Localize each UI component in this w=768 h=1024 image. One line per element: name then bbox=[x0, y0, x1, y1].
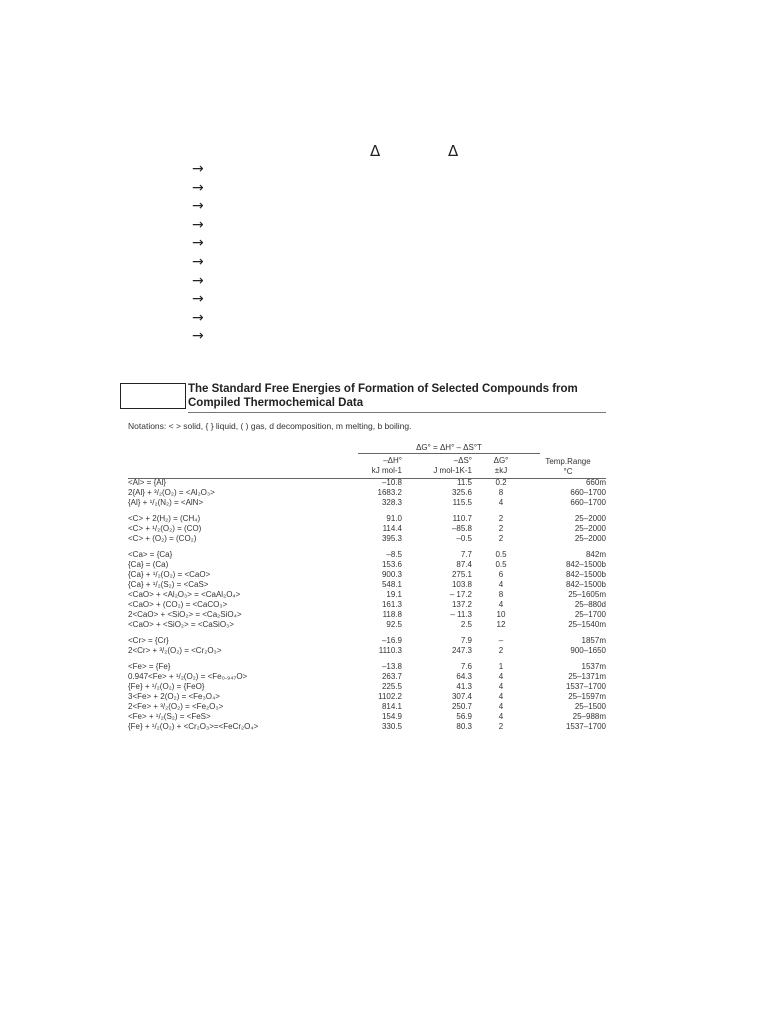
dh-cell: 330.5 bbox=[381, 722, 402, 731]
header-dg-label: ΔG° bbox=[493, 456, 509, 465]
reaction-cell: 2<Cr> + ³/₂(O₂) = <Cr₂O₃> bbox=[128, 646, 222, 655]
dh-cell: 161.3 bbox=[381, 600, 402, 609]
dh-cell: 548.1 bbox=[381, 580, 402, 589]
dg-cell: 4 bbox=[498, 672, 504, 681]
delta-symbol: Δ bbox=[370, 142, 381, 160]
ds-cell: 11.5 bbox=[457, 478, 472, 487]
arrow-icon: → bbox=[192, 328, 204, 345]
ds-cell: 110.7 bbox=[452, 514, 472, 523]
temp-cell: 900–1650 bbox=[570, 646, 606, 655]
dg-cell: 4 bbox=[498, 600, 504, 609]
reaction-cell: 2<Fe> + ³/₂(O₂) = <Fe₂O₃> bbox=[128, 702, 224, 711]
ds-cell: 56.9 bbox=[456, 712, 472, 721]
table-row bbox=[128, 570, 606, 580]
arrow-icon: → bbox=[192, 198, 204, 215]
reaction-cell: <CaO> + <Al₂O₃> = <CaAl₂O₄> bbox=[128, 590, 241, 599]
arrow-icon: → bbox=[192, 216, 204, 233]
reaction-cell: 2{Al} + ³/₂(O₂) = <Al₂O₃> bbox=[128, 488, 215, 497]
table-row bbox=[128, 692, 606, 702]
temp-cell: 25–2000 bbox=[574, 524, 606, 533]
ds-cell: 2.5 bbox=[460, 620, 472, 629]
dg-cell: 8 bbox=[498, 590, 504, 599]
dh-cell: 153.6 bbox=[381, 560, 402, 569]
temp-cell: 660–1700 bbox=[570, 488, 606, 497]
table-row bbox=[128, 702, 606, 712]
reaction-cell: <Cr> = {Cr} bbox=[128, 636, 169, 645]
temp-cell: 25–1540m bbox=[568, 620, 606, 629]
reaction-cell: 3<Fe> + 2(O₂) = <Fe₃O₄> bbox=[128, 692, 220, 701]
dh-cell: –8.5 bbox=[386, 550, 402, 559]
arrow-column bbox=[192, 160, 216, 346]
header-dh-label: –ΔH° bbox=[383, 456, 402, 465]
dg-cell: 2 bbox=[498, 534, 504, 543]
ds-cell: – 17.2 bbox=[449, 590, 472, 599]
dh-cell: 328.3 bbox=[381, 498, 402, 507]
dh-cell: 92.5 bbox=[386, 620, 402, 629]
table-row bbox=[128, 534, 606, 544]
ds-cell: 87.4 bbox=[456, 560, 472, 569]
dg-cell: – bbox=[498, 636, 504, 645]
ds-cell: 7.7 bbox=[460, 550, 472, 559]
arrow-icon: → bbox=[192, 161, 204, 177]
reaction-cell: {Fe} + ¹/₂(O₂) = {FeO} bbox=[128, 682, 205, 691]
temp-cell: 25–880d bbox=[574, 600, 606, 609]
header-group-rule bbox=[358, 453, 540, 454]
reaction-cell: <Al> = {Al} bbox=[128, 478, 167, 487]
table-title: The Standard Free Energies of Formation of Selected Compounds from Compiled Thermochemical Data bbox=[188, 383, 578, 409]
dg-cell: 4 bbox=[498, 692, 504, 701]
dh-cell: –16.9 bbox=[381, 636, 402, 645]
table-row bbox=[128, 488, 606, 498]
dg-cell: 1 bbox=[498, 662, 504, 671]
thermo-table bbox=[128, 441, 606, 768]
dh-cell: 118.8 bbox=[382, 610, 402, 619]
table-row bbox=[128, 600, 606, 610]
dg-cell: 2 bbox=[498, 646, 504, 655]
table-row bbox=[128, 524, 606, 534]
dh-cell: –10.8 bbox=[381, 478, 402, 487]
temp-cell: 25–2000 bbox=[574, 534, 606, 543]
dg-cell: 4 bbox=[498, 498, 504, 507]
temp-cell: 1537–1700 bbox=[565, 722, 606, 731]
temp-cell: 660–1700 bbox=[570, 498, 606, 507]
temp-cell: 25–1605m bbox=[568, 590, 606, 599]
reaction-cell: <Fe> = {Fe} bbox=[128, 662, 171, 671]
header-temp-label: Temp.Range bbox=[545, 457, 591, 466]
temp-cell: 25–1500 bbox=[574, 702, 606, 711]
header-group-label: ΔG° = ΔH° – ΔS°T bbox=[416, 443, 482, 452]
temp-cell: 25–2000 bbox=[574, 514, 606, 523]
ds-cell: 80.3 bbox=[456, 722, 472, 731]
header-ds-label: –ΔS° bbox=[453, 456, 472, 465]
reaction-cell: <Ca> = {Ca} bbox=[128, 550, 173, 559]
dg-cell: 4 bbox=[498, 712, 504, 721]
ds-cell: –0.5 bbox=[456, 534, 472, 543]
dh-cell: 1110.3 bbox=[378, 646, 402, 655]
table-row bbox=[128, 722, 606, 732]
temp-cell: 1857m bbox=[581, 636, 606, 645]
arrow-icon: → bbox=[192, 235, 204, 252]
reaction-cell: 0.947<Fe> + ¹/₂(O₂) = <Fe₀.₉₄₇O> bbox=[128, 672, 248, 681]
dh-cell: 1102.2 bbox=[378, 692, 402, 701]
dg-cell: 12 bbox=[496, 620, 506, 629]
arrow-icon: → bbox=[192, 253, 204, 270]
dh-cell: 814.1 bbox=[381, 702, 402, 711]
temp-cell: 842–1500b bbox=[565, 560, 606, 569]
table-row bbox=[128, 662, 606, 672]
ds-cell: 275.1 bbox=[451, 570, 472, 579]
reaction-cell: {Ca} + ¹/₂(O₂) = <CaO> bbox=[128, 570, 211, 579]
arrow-icon: → bbox=[192, 272, 204, 289]
dh-cell: 154.9 bbox=[381, 712, 402, 721]
reaction-cell: <CaO> + (CO₂) = <CaCO₃> bbox=[128, 600, 228, 609]
table-row bbox=[128, 590, 606, 600]
dh-cell: 91.0 bbox=[386, 514, 402, 523]
temp-cell: 842m bbox=[585, 550, 606, 559]
temp-cell: 25–1700 bbox=[574, 610, 606, 619]
temp-cell: 660m bbox=[585, 478, 606, 487]
dh-cell: 114.4 bbox=[382, 524, 402, 533]
ds-cell: 325.6 bbox=[451, 488, 472, 497]
reaction-cell: {Ca} + ¹/₂(S₂) = <CaS> bbox=[128, 580, 209, 589]
table-row bbox=[128, 712, 606, 722]
reaction-cell: {Fe} + ¹/₂(O₂) + <Cr₂O₃>=<FeCr₂O₄> bbox=[128, 722, 259, 731]
arrow-icon: → bbox=[192, 291, 204, 308]
temp-cell: 25–1597m bbox=[568, 692, 606, 701]
arrow-icon: → bbox=[192, 309, 204, 326]
ds-cell: 7.9 bbox=[460, 636, 472, 645]
temp-cell: 1537m bbox=[581, 662, 606, 671]
table-row bbox=[128, 620, 606, 630]
dh-cell: 19.1 bbox=[386, 590, 402, 599]
reaction-cell: <C> + ¹/₂(O₂) = (CO) bbox=[128, 524, 202, 533]
reaction-cell: 2<CaO> + <SiO₂> = <Ca₂SiO₄> bbox=[128, 610, 242, 619]
temp-cell: 842–1500b bbox=[565, 580, 606, 589]
ds-cell: 103.8 bbox=[451, 580, 472, 589]
reaction-cell: {Al} + ¹/₂(N₂) = <AlN> bbox=[128, 498, 204, 507]
ds-cell: 41.3 bbox=[456, 682, 472, 691]
dg-cell: 10 bbox=[496, 610, 506, 619]
temp-cell: 842–1500b bbox=[565, 570, 606, 579]
reaction-cell: <CaO> + <SiO₂> = <CaSiO₃> bbox=[128, 620, 234, 629]
reaction-cell: <Fe> + ¹/₂(S₂) = <FeS> bbox=[128, 712, 211, 721]
dg-cell: 6 bbox=[498, 570, 504, 579]
table-row bbox=[128, 550, 606, 560]
ds-cell: 247.3 bbox=[451, 646, 472, 655]
ds-cell: 7.6 bbox=[460, 662, 472, 671]
table-row bbox=[128, 580, 606, 590]
ds-cell: 137.2 bbox=[451, 600, 472, 609]
dg-cell: 2 bbox=[498, 514, 504, 523]
delta-symbol: Δ bbox=[448, 142, 459, 160]
dg-cell: 2 bbox=[498, 722, 504, 731]
header-dg-unit: ±kJ bbox=[494, 466, 508, 475]
reaction-cell: <C> + (O₂) = (CO₂) bbox=[128, 534, 197, 543]
table-body bbox=[128, 478, 606, 732]
dh-cell: 1683.2 bbox=[377, 488, 402, 497]
dg-cell: 8 bbox=[498, 488, 504, 497]
reaction-cell: {Ca} = (Ca) bbox=[128, 560, 169, 569]
temp-cell: 1537–1700 bbox=[565, 682, 606, 691]
dg-cell: 4 bbox=[498, 580, 504, 589]
dh-cell: 395.3 bbox=[381, 534, 402, 543]
header-ds-unit: J mol-1K-1 bbox=[433, 466, 472, 475]
table-row bbox=[128, 560, 606, 570]
ds-cell: – 11.3 bbox=[450, 610, 472, 619]
table-row bbox=[128, 682, 606, 692]
table-row bbox=[128, 514, 606, 524]
table-row bbox=[128, 610, 606, 620]
dh-cell: 263.7 bbox=[381, 672, 402, 681]
ds-cell: 115.5 bbox=[452, 498, 472, 507]
dg-cell: 0.2 bbox=[495, 478, 507, 487]
temp-cell: 25–988m bbox=[572, 712, 606, 721]
ds-cell: 250.7 bbox=[451, 702, 472, 711]
dg-cell: 0.5 bbox=[495, 560, 507, 569]
ds-cell: –85.8 bbox=[451, 524, 472, 533]
dh-cell: 225.5 bbox=[381, 682, 402, 691]
notations-text: Notations: < > solid, { } liquid, ( ) gas, d decomposition, m melting, b boiling. bbox=[128, 421, 412, 431]
temp-cell: 25–1371m bbox=[568, 672, 606, 681]
title-rule bbox=[188, 412, 606, 413]
table-row bbox=[128, 478, 606, 488]
dg-cell: 0.5 bbox=[495, 550, 507, 559]
arrow-icon: → bbox=[192, 179, 204, 196]
ds-cell: 307.4 bbox=[451, 692, 472, 701]
table-row bbox=[128, 636, 606, 646]
table-row bbox=[128, 498, 606, 508]
dg-cell: 4 bbox=[498, 682, 504, 691]
dg-cell: 4 bbox=[498, 702, 504, 711]
ds-cell: 64.3 bbox=[456, 672, 472, 681]
dg-cell: 2 bbox=[498, 524, 504, 533]
table-row bbox=[128, 672, 606, 682]
header-dh-unit: kJ mol-1 bbox=[371, 466, 402, 475]
header-temp-unit: °C bbox=[563, 467, 573, 476]
table-label-box bbox=[120, 383, 186, 409]
table-row bbox=[128, 646, 606, 656]
dh-cell: –13.8 bbox=[381, 662, 402, 671]
dh-cell: 900.3 bbox=[381, 570, 402, 579]
reaction-cell: <C> + 2(H₂) = (CH₄) bbox=[128, 514, 201, 523]
